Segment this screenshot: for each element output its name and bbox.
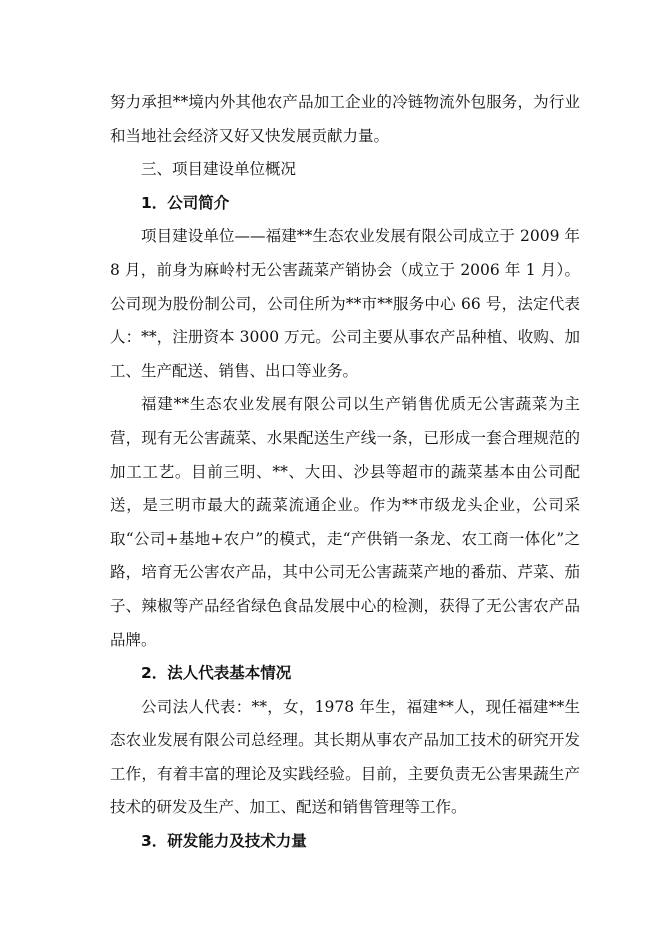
document-body: [110, 86, 580, 859]
subheading-rd-capability: 3．研发能力及技术力量: [141, 832, 307, 851]
paragraph-legal-representative: 公司法人代表：**，女，1978 年生，福建**人，现任福建**生态农业发展有限公司总经理。其长期从事农产品加工技术的研究开发工作，有着丰富的理论及实践经验。目前，主要负责无公害果蔬生产技术的研发及生产、加工、配送和销售管理等工作。: [110, 697, 580, 817]
paragraph-company-business: 福建**生态农业发展有限公司以生产销售优质无公害蔬菜为主营，现有无公害蔬菜、水果配送生产线一条，已形成一套合理规范的加工工艺。目前三明、**、大田、沙县等超市的蔬菜基本由公司配送，是三明市最大的蔬菜流通企业。作为**市级龙头企业，公司采取“公司+基地+农户”的模式，走“产供销一条龙、农工商一体化”之路，培育无公害农产品，其中公司无公害蔬菜产地的番茄、芹菜、茄子、辣椒等产品经省绿色食品发展中心的检测，获得了无公害农产品品牌。: [110, 395, 580, 649]
subheading-company-profile: 1．公司简介: [141, 193, 230, 212]
section-heading-project-unit: 三、项目建设单位概况: [141, 160, 297, 179]
paragraph-company-founding: 项目建设单位——福建**生态农业发展有限公司成立于 2009 年 8 月，前身为麻岭村无公害蔬菜产销协会（成立于 2006 年 1 月）。公司现为股份制公司，公司住所为**市**服务中心 66 号，法定代表人：**，注册资本 3000 万元。公司主要从事农产品种植、收购、加工、生产配送、销售、出口等业务。: [110, 227, 580, 380]
subheading-legal-representative: 2．法人代表基本情况: [141, 664, 292, 683]
paragraph-intro-continuation: 努力承担**境内外其他农产品加工企业的冷链物流外包服务，为行业和当地社会经济又好又快发展贡献力量。: [110, 93, 580, 145]
